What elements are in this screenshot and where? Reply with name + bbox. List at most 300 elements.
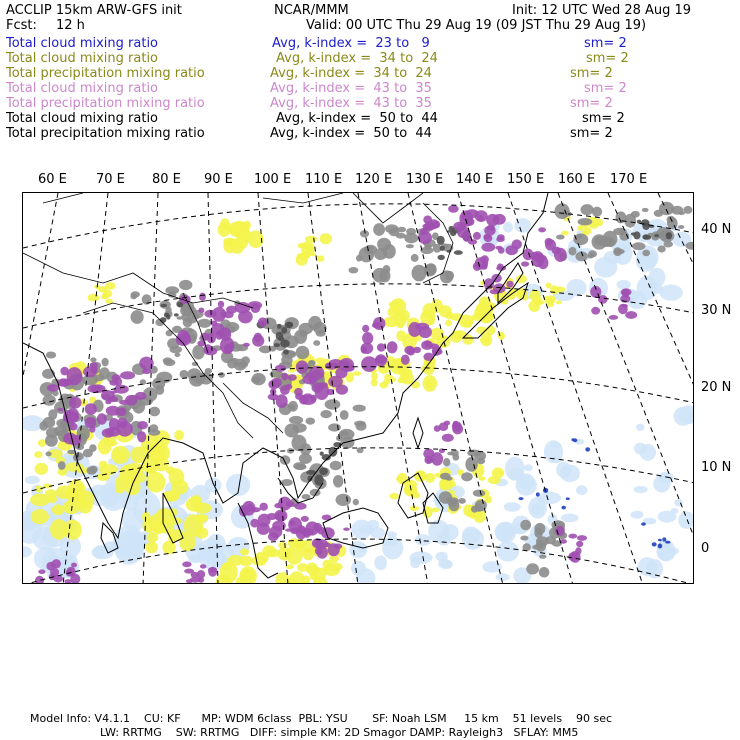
purple-cloud-cell bbox=[257, 523, 270, 535]
purple-cloud-cell bbox=[568, 534, 577, 539]
purple-cloud-cell bbox=[276, 511, 286, 521]
purple-cloud-cell bbox=[328, 376, 343, 388]
purple-cloud-cell bbox=[67, 367, 83, 385]
light-blue-cloud-cell bbox=[462, 529, 484, 550]
purple-cloud-cell bbox=[260, 503, 268, 511]
blue-cloud-cell bbox=[566, 497, 570, 500]
light-blue-cloud-cell bbox=[496, 573, 510, 580]
purple-cloud-cell bbox=[484, 235, 493, 243]
purple-cloud-cell bbox=[315, 383, 330, 400]
purple-cloud-cell bbox=[288, 374, 297, 381]
purple-cloud-cell bbox=[182, 561, 191, 567]
longitude-label: 170 E bbox=[610, 172, 648, 187]
yellow-cloud-cell bbox=[65, 462, 83, 471]
yellow-cloud-cell bbox=[561, 231, 569, 236]
dark-gray-cloud-cell bbox=[160, 317, 167, 323]
light-blue-cloud-cell bbox=[671, 508, 679, 514]
light-blue-cloud-cell bbox=[495, 522, 514, 542]
yellow-cloud-cell bbox=[389, 493, 399, 500]
light-blue-cloud-cell bbox=[503, 222, 513, 233]
yellow-cloud-cell bbox=[498, 470, 504, 475]
yellow-cloud-cell bbox=[119, 464, 138, 483]
gray-cloud-cell bbox=[353, 405, 366, 412]
gray-cloud-cell bbox=[234, 359, 247, 371]
yellow-cloud-cell bbox=[50, 519, 68, 540]
light-blue-cloud-cell bbox=[636, 424, 645, 431]
yellow-cloud-cell bbox=[221, 563, 231, 570]
light-blue-cloud-cell bbox=[497, 541, 519, 561]
longitude-label: 160 E bbox=[558, 172, 596, 187]
purple-cloud-cell bbox=[404, 346, 414, 355]
gray-cloud-cell bbox=[389, 228, 400, 237]
yellow-cloud-cell bbox=[35, 486, 43, 493]
dark-gray-cloud-cell bbox=[283, 349, 289, 354]
gray-cloud-cell bbox=[632, 242, 646, 250]
purple-cloud-cell bbox=[97, 413, 107, 424]
purple-cloud-cell bbox=[85, 403, 97, 415]
gray-cloud-cell bbox=[39, 421, 48, 430]
gray-cloud-cell bbox=[592, 234, 607, 249]
purple-cloud-cell bbox=[63, 433, 77, 445]
yellow-cloud-cell bbox=[556, 301, 562, 305]
purple-cloud-cell bbox=[276, 394, 288, 408]
yellow-cloud-cell bbox=[52, 504, 64, 515]
gray-cloud-cell bbox=[313, 322, 327, 334]
purple-cloud-cell bbox=[285, 529, 291, 532]
gray-cloud-cell bbox=[205, 368, 213, 373]
purple-cloud-cell bbox=[423, 353, 434, 361]
yellow-cloud-cell bbox=[577, 225, 583, 230]
purple-cloud-cell bbox=[475, 257, 489, 270]
purple-cloud-cell bbox=[577, 535, 587, 541]
purple-cloud-cell bbox=[226, 306, 237, 314]
purple-cloud-cell bbox=[89, 426, 95, 433]
yellow-cloud-cell bbox=[458, 315, 473, 328]
gray-cloud-cell bbox=[659, 202, 674, 215]
yellow-cloud-cell bbox=[394, 312, 407, 328]
longitude-label: 70 E bbox=[96, 172, 125, 187]
light-blue-cloud-cell bbox=[551, 442, 561, 448]
field-smoothing: sm= 2 bbox=[586, 51, 629, 66]
yellow-cloud-cell bbox=[223, 238, 236, 253]
purple-cloud-cell bbox=[552, 247, 562, 254]
gray-cloud-cell bbox=[46, 352, 56, 359]
gray-cloud-cell bbox=[289, 416, 303, 424]
yellow-cloud-cell bbox=[147, 472, 166, 493]
field-smoothing: sm= 2 bbox=[582, 111, 625, 126]
gray-cloud-cell bbox=[302, 494, 311, 499]
purple-cloud-cell bbox=[481, 243, 495, 252]
yellow-cloud-cell bbox=[352, 371, 361, 376]
purple-cloud-cell bbox=[591, 307, 600, 315]
yellow-cloud-cell bbox=[305, 236, 317, 243]
dark-gray-cloud-cell bbox=[281, 327, 287, 334]
yellow-cloud-cell bbox=[429, 318, 435, 325]
yellow-cloud-cell bbox=[252, 556, 267, 566]
purple-cloud-cell bbox=[208, 567, 217, 577]
gray-cloud-cell bbox=[556, 235, 565, 240]
gray-cloud-cell bbox=[296, 346, 310, 360]
gray-cloud-cell bbox=[309, 360, 315, 363]
yellow-cloud-cell bbox=[98, 439, 112, 455]
field-name: Total cloud mixing ratio bbox=[6, 81, 159, 96]
gray-cloud-cell bbox=[374, 248, 387, 260]
purple-cloud-cell bbox=[269, 526, 282, 538]
gray-cloud-cell bbox=[325, 399, 341, 409]
gray-cloud-cell bbox=[102, 358, 109, 367]
blue-cloud-cell bbox=[571, 438, 574, 441]
blue-cloud-cell bbox=[665, 541, 670, 544]
dark-gray-cloud-cell bbox=[654, 234, 659, 237]
organization-label: NCAR/MMM bbox=[274, 3, 349, 18]
gray-cloud-cell bbox=[657, 245, 665, 252]
blue-cloud-cell bbox=[652, 542, 657, 546]
dark-gray-cloud-cell bbox=[287, 322, 293, 327]
field-name: Total cloud mixing ratio bbox=[6, 111, 159, 126]
field-avg: Avg, k-index = 23 to 9 bbox=[272, 36, 430, 51]
yellow-cloud-cell bbox=[45, 489, 57, 500]
gray-cloud-cell bbox=[164, 359, 176, 366]
longitude-label: 130 E bbox=[406, 172, 444, 187]
light-blue-cloud-cell bbox=[504, 502, 521, 512]
forecast-hour: 12 h bbox=[56, 18, 85, 33]
purple-cloud-cell bbox=[200, 564, 207, 568]
light-blue-cloud-cell bbox=[374, 556, 387, 571]
purple-cloud-cell bbox=[182, 332, 191, 342]
purple-cloud-cell bbox=[506, 281, 513, 288]
gray-cloud-cell bbox=[353, 499, 359, 506]
purple-cloud-cell bbox=[373, 317, 385, 330]
purple-cloud-cell bbox=[423, 215, 432, 224]
purple-cloud-cell bbox=[376, 356, 388, 364]
purple-cloud-cell bbox=[609, 315, 619, 320]
purple-cloud-cell bbox=[345, 364, 354, 371]
light-blue-cloud-cell bbox=[25, 476, 40, 484]
dark-gray-cloud-cell bbox=[643, 234, 650, 239]
yellow-cloud-cell bbox=[379, 382, 388, 389]
yellow-cloud-cell bbox=[389, 301, 404, 308]
gray-cloud-cell bbox=[299, 323, 313, 335]
chart-title: ACCLIP 15km ARW-GFS init bbox=[6, 3, 182, 18]
gray-cloud-cell bbox=[406, 244, 414, 248]
purple-cloud-cell bbox=[47, 384, 59, 391]
yellow-cloud-cell bbox=[239, 556, 253, 567]
purple-cloud-cell bbox=[250, 507, 260, 512]
light-blue-cloud-cell bbox=[650, 282, 663, 294]
light-blue-cloud-cell bbox=[387, 531, 397, 538]
purple-cloud-cell bbox=[444, 421, 450, 426]
blue-cloud-cell bbox=[662, 537, 666, 541]
purple-cloud-cell bbox=[415, 323, 429, 330]
field-avg: Avg, k-index = 43 to 35 bbox=[270, 81, 432, 96]
purple-cloud-cell bbox=[105, 427, 120, 437]
purple-cloud-cell bbox=[317, 546, 328, 559]
gray-cloud-cell bbox=[420, 247, 433, 254]
yellow-cloud-cell bbox=[426, 379, 434, 388]
light-blue-cloud-cell bbox=[617, 280, 631, 290]
light-blue-cloud-cell bbox=[205, 478, 222, 493]
dark-gray-cloud-cell bbox=[161, 304, 168, 307]
purple-cloud-cell bbox=[387, 341, 398, 353]
gray-cloud-cell bbox=[306, 418, 316, 425]
gray-cloud-cell bbox=[678, 211, 685, 215]
model-info-line1: Model Info: V4.1.1 CU: KF MP: WDM 6class PBL: YSU SF: Noah LSM 15 km 51 levels 90 sec bbox=[30, 712, 613, 725]
purple-cloud-cell bbox=[431, 452, 443, 466]
purple-cloud-cell bbox=[67, 408, 79, 419]
yellow-cloud-cell bbox=[35, 463, 49, 475]
yellow-cloud-cell bbox=[439, 305, 452, 317]
purple-cloud-cell bbox=[252, 335, 264, 347]
yellow-cloud-cell bbox=[240, 548, 249, 555]
light-blue-cloud-cell bbox=[560, 465, 580, 483]
light-blue-cloud-cell bbox=[349, 541, 367, 558]
dark-gray-cloud-cell bbox=[440, 246, 445, 251]
purple-cloud-cell bbox=[496, 237, 505, 242]
purple-cloud-cell bbox=[135, 392, 146, 400]
blue-cloud-cell bbox=[519, 497, 524, 500]
purple-cloud-cell bbox=[401, 355, 410, 365]
purple-cloud-cell bbox=[377, 343, 386, 351]
gray-cloud-cell bbox=[526, 563, 539, 574]
field-name: Total cloud mixing ratio bbox=[6, 51, 159, 66]
purple-cloud-cell bbox=[199, 293, 206, 301]
purple-cloud-cell bbox=[204, 310, 216, 318]
dark-gray-cloud-cell bbox=[174, 313, 179, 316]
gray-cloud-cell bbox=[461, 472, 473, 481]
light-blue-cloud-cell bbox=[442, 524, 459, 540]
yellow-cloud-cell bbox=[302, 548, 314, 560]
purple-cloud-cell bbox=[448, 205, 459, 213]
field-smoothing: sm= 2 bbox=[570, 126, 613, 141]
yellow-cloud-cell bbox=[320, 233, 333, 244]
gray-cloud-cell bbox=[90, 357, 96, 362]
dark-gray-cloud-cell bbox=[277, 324, 282, 329]
purple-cloud-cell bbox=[538, 227, 546, 232]
gray-cloud-cell bbox=[683, 206, 692, 214]
purple-cloud-cell bbox=[308, 376, 317, 383]
purple-cloud-cell bbox=[111, 390, 117, 393]
longitude-gridline bbox=[208, 193, 218, 584]
latitude-label: 20 N bbox=[701, 380, 732, 395]
purple-cloud-cell bbox=[625, 311, 637, 319]
dark-gray-cloud-cell bbox=[278, 337, 284, 341]
gray-cloud-cell bbox=[458, 498, 466, 504]
blue-cloud-cell bbox=[536, 492, 540, 496]
gray-cloud-cell bbox=[642, 250, 650, 257]
gray-cloud-cell bbox=[313, 340, 320, 346]
purple-cloud-cell bbox=[468, 239, 477, 245]
gray-cloud-cell bbox=[181, 313, 190, 322]
purple-cloud-cell bbox=[622, 289, 630, 298]
purple-cloud-cell bbox=[506, 245, 518, 255]
yellow-cloud-cell bbox=[34, 451, 42, 458]
light-blue-cloud-cell bbox=[659, 285, 682, 301]
valid-time: Valid: 00 UTC Thu 29 Aug 19 (09 JST Thu 29 Aug 19) bbox=[306, 18, 647, 33]
yellow-cloud-cell bbox=[78, 500, 93, 514]
yellow-cloud-cell bbox=[99, 461, 108, 468]
dark-gray-cloud-cell bbox=[454, 250, 463, 255]
purple-cloud-cell bbox=[238, 310, 253, 323]
yellow-cloud-cell bbox=[286, 564, 294, 569]
field-avg: Avg, k-index = 50 to 44 bbox=[270, 126, 432, 141]
yellow-cloud-cell bbox=[195, 515, 208, 523]
purple-cloud-cell bbox=[69, 397, 82, 409]
gray-cloud-cell bbox=[43, 395, 56, 406]
yellow-cloud-cell bbox=[546, 298, 555, 305]
blue-cloud-cell bbox=[585, 447, 590, 451]
purple-cloud-cell bbox=[294, 503, 306, 510]
gray-cloud-cell bbox=[592, 207, 602, 217]
gray-cloud-cell bbox=[131, 291, 140, 297]
latitude-label: 40 N bbox=[701, 222, 732, 237]
purple-cloud-cell bbox=[362, 332, 373, 344]
light-blue-cloud-cell bbox=[561, 514, 578, 523]
gray-cloud-cell bbox=[465, 457, 477, 472]
purple-cloud-cell bbox=[203, 344, 212, 354]
blue-cloud-cell bbox=[658, 544, 663, 549]
field-avg: Avg, k-index = 34 to 24 bbox=[276, 51, 438, 66]
purple-cloud-cell bbox=[301, 516, 309, 522]
purple-cloud-cell bbox=[186, 579, 193, 583]
purple-cloud-cell bbox=[268, 380, 279, 390]
yellow-cloud-cell bbox=[316, 255, 325, 262]
gray-cloud-cell bbox=[440, 270, 453, 283]
yellow-cloud-cell bbox=[476, 326, 486, 334]
yellow-cloud-cell bbox=[166, 490, 180, 501]
gray-cloud-cell bbox=[520, 536, 528, 541]
yellow-cloud-cell bbox=[550, 285, 559, 294]
purple-cloud-cell bbox=[198, 308, 204, 313]
gray-cloud-cell bbox=[356, 422, 367, 431]
purple-cloud-cell bbox=[576, 541, 583, 547]
yellow-cloud-cell bbox=[445, 320, 452, 326]
field-avg: Avg, k-index = 34 to 24 bbox=[270, 66, 432, 81]
yellow-cloud-cell bbox=[425, 473, 435, 483]
gray-cloud-cell bbox=[349, 267, 359, 273]
yellow-cloud-cell bbox=[296, 254, 308, 266]
light-blue-cloud-cell bbox=[594, 257, 617, 278]
gray-cloud-cell bbox=[520, 520, 531, 531]
yellow-cloud-cell bbox=[326, 562, 343, 571]
light-blue-cloud-cell bbox=[441, 560, 453, 569]
yellow-cloud-cell bbox=[240, 569, 256, 581]
purple-cloud-cell bbox=[191, 572, 200, 578]
purple-cloud-cell bbox=[361, 356, 377, 372]
yellow-cloud-cell bbox=[243, 221, 251, 230]
gray-cloud-cell bbox=[578, 218, 593, 225]
gray-cloud-cell bbox=[539, 567, 550, 578]
purple-cloud-cell bbox=[493, 214, 506, 225]
purple-cloud-cell bbox=[570, 551, 581, 563]
yellow-cloud-cell bbox=[191, 495, 202, 506]
field-name: Total cloud mixing ratio bbox=[6, 36, 159, 51]
dark-gray-cloud-cell bbox=[666, 232, 672, 239]
gray-cloud-cell bbox=[339, 429, 355, 440]
gray-cloud-cell bbox=[373, 223, 385, 236]
gray-cloud-cell bbox=[166, 330, 173, 336]
gray-cloud-cell bbox=[180, 370, 189, 379]
gray-cloud-cell bbox=[555, 203, 570, 219]
latitude-label: 30 N bbox=[701, 303, 732, 318]
gray-cloud-cell bbox=[131, 310, 144, 324]
purple-cloud-cell bbox=[258, 317, 267, 327]
gray-cloud-cell bbox=[149, 407, 160, 417]
light-blue-cloud-cell bbox=[508, 468, 524, 481]
yellow-cloud-cell bbox=[288, 538, 300, 548]
gray-cloud-cell bbox=[380, 269, 391, 282]
purple-cloud-cell bbox=[267, 513, 278, 520]
yellow-cloud-cell bbox=[195, 527, 208, 538]
field-smoothing: sm= 2 bbox=[584, 36, 627, 51]
gray-cloud-cell bbox=[328, 423, 341, 431]
gray-cloud-cell bbox=[252, 373, 266, 385]
purple-cloud-cell bbox=[64, 579, 72, 584]
dark-gray-cloud-cell bbox=[631, 232, 636, 235]
purple-cloud-cell bbox=[60, 367, 69, 376]
longitude-label: 90 E bbox=[204, 172, 233, 187]
gray-cloud-cell bbox=[569, 247, 577, 256]
dark-gray-cloud-cell bbox=[438, 255, 445, 260]
yellow-cloud-cell bbox=[315, 358, 324, 364]
yellow-cloud-cell bbox=[239, 229, 252, 243]
gray-cloud-cell bbox=[663, 241, 673, 248]
light-blue-cloud-cell bbox=[524, 464, 533, 471]
purple-cloud-cell bbox=[322, 543, 331, 548]
purple-cloud-cell bbox=[88, 384, 103, 393]
purple-cloud-cell bbox=[137, 421, 148, 429]
purple-cloud-cell bbox=[343, 528, 350, 531]
dark-gray-cloud-cell bbox=[320, 452, 324, 456]
country-border bbox=[263, 193, 343, 203]
light-blue-cloud-cell bbox=[113, 525, 145, 562]
yellow-cloud-cell bbox=[488, 476, 501, 484]
dark-gray-cloud-cell bbox=[164, 313, 170, 318]
purple-cloud-cell bbox=[303, 393, 312, 398]
gray-cloud-cell bbox=[46, 452, 52, 457]
gray-cloud-cell bbox=[631, 211, 640, 218]
gray-cloud-cell bbox=[333, 475, 343, 488]
gray-cloud-cell bbox=[58, 461, 66, 470]
purple-cloud-cell bbox=[90, 362, 98, 368]
field-avg: Avg, k-index = 50 to 44 bbox=[276, 111, 438, 126]
yellow-cloud-cell bbox=[105, 282, 115, 290]
purple-cloud-cell bbox=[248, 301, 262, 309]
purple-cloud-cell bbox=[137, 431, 146, 442]
light-blue-cloud-cell bbox=[415, 534, 431, 546]
gray-cloud-cell bbox=[475, 504, 483, 512]
longitude-label: 60 E bbox=[38, 172, 67, 187]
gray-cloud-cell bbox=[45, 434, 58, 447]
purple-cloud-cell bbox=[281, 373, 288, 381]
gray-cloud-cell bbox=[534, 523, 545, 535]
purple-cloud-cell bbox=[286, 501, 295, 507]
gray-cloud-cell bbox=[336, 494, 352, 506]
gray-cloud-cell bbox=[581, 204, 594, 215]
purple-cloud-cell bbox=[289, 520, 295, 525]
yellow-cloud-cell bbox=[31, 509, 49, 524]
gray-cloud-cell bbox=[606, 237, 615, 246]
purple-cloud-cell bbox=[119, 400, 129, 405]
gray-cloud-cell bbox=[588, 253, 594, 258]
yellow-cloud-cell bbox=[546, 283, 552, 289]
purple-cloud-cell bbox=[545, 238, 553, 246]
purple-cloud-cell bbox=[442, 434, 454, 442]
gray-cloud-cell bbox=[295, 464, 307, 470]
field-name: Total precipitation mixing ratio bbox=[6, 126, 205, 141]
dark-gray-cloud-cell bbox=[637, 220, 641, 224]
gray-cloud-cell bbox=[536, 536, 549, 546]
purple-cloud-cell bbox=[361, 343, 374, 354]
